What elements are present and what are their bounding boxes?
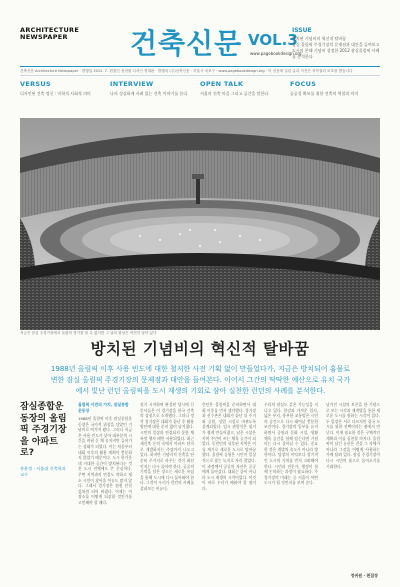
index-item-versus[interactable] bbox=[20, 80, 110, 106]
issue-box bbox=[292, 27, 382, 60]
index-text: 디자인된 건축 정신 : 미학적 사회적 의미 bbox=[20, 91, 91, 96]
index-label: INTERVIEW bbox=[110, 80, 154, 88]
article-sidebar bbox=[20, 402, 70, 572]
index-label: FOCUS bbox=[290, 80, 317, 88]
column-text: 런던은 올림픽을 준비하면서 대회 이후를 먼저 생각했다. 경기장과 선수촌은 대회가 끝난 뒤 주거와 공원, 상업 시설로 바뀌도록 설계되었다. 임시 관람석은 철거가 쉽게 만들어졌고, 남은 시설은 지역 주민이 쓰는 체육 공간이 되었다. 동런던의 낙후된 지역은 이를 계기로 새로운 도시로 탈바꿈했다. 올림픽 공원은 시민이 일상적으로 찾는 녹지로 자리 잡았다. 이 과정에서 공공의 자산은 공공에게 돌아갔다. 대회는 끝이 아니라 도시 재생의 시작이었다. 이것이 바로 우리가 배워야 할 점이다. bbox=[202, 402, 256, 491]
article-title: 잠실종합운동장의 올림픽 주경기장을 아파트로? bbox=[20, 402, 67, 458]
article-column-2 bbox=[140, 402, 194, 572]
column-text: 남겨진 시설의 보존을 한 기념으로 보는 시각과 재개발을 통한 새로운 도시를 원하는 시각이 있다. 두 입장은 서로 다르지만 결국 도시를 위한 선택이라는 점에서 만난다. 이제 필요한 것은 구체적인 계획과 이를 실천할 의지다. 올림픽이 남긴 유산은 건물 그 자체가 아니라 그것을 어떻게 사용하는가에 달려 있다. 잠실 주경기장이 다시 시민의 품으로 돌아오기를 기대한다. bbox=[326, 402, 380, 469]
publication-meta-bar: 건축신문 Architecture Newspaper · 발행일 2012. 7. 편집인 정귀원 디자인 정재완 · 발행처 (주)건축신문 · 서울시 마포구 · www.pagebookdesign.org · 이 신문에 실린 글과 사진은 저작권의 보호를 받습니다 bbox=[20, 66, 380, 76]
olympic-stadium-image bbox=[20, 118, 380, 330]
section-index bbox=[20, 80, 380, 106]
index-item-interview[interactable] bbox=[110, 80, 200, 106]
index-label: VERSUS bbox=[20, 80, 51, 88]
article-author: 홍윤정 · 서울대 건축학과 교수 bbox=[20, 465, 66, 477]
article-column-1 bbox=[78, 402, 132, 572]
issue-summary bbox=[292, 36, 382, 60]
main-headline: 방치된 기념비의 혁신적 탈바꿈 bbox=[90, 340, 310, 358]
volume-number: VOL.3 bbox=[248, 31, 298, 49]
issue-label: ISSUE bbox=[292, 27, 312, 34]
article-column-3 bbox=[202, 402, 256, 572]
article-body bbox=[20, 402, 380, 572]
index-text: 서울의 건축 마을 그리고 공간을 말한다 bbox=[200, 91, 269, 96]
column-subheading: 올림픽 이전의 가치, 잠실종합운동장 bbox=[78, 402, 129, 413]
column-text: 1988년 올림픽 이후 잠실종합운동장은 국가적 위상을 담았던 기념비로 여겨져 왔다. 그러나 지금은 사용 빈도가 낮아 대부분의 시간을 비워 둔 채 유지비만 들어가는 상태가 되었다. 이는 처음부터 대회 이후의 활용 계획이 충분하지 않았기 때문이다. 도시 한가운데 거대한 공간이 방치된다는 것은 도시 전체에도 큰 손실이다. 주변 지역과의 연결도 약하고 평소 시민이 찾아올 이유도 많지 않다. 그래서 경기장은 점점 닫힌 섬처럼 되어 버렸다. 이제는 이 장소를 어떻게 되살릴 것인가를 고민해야 할 때다. bbox=[78, 416, 132, 505]
issue-line: 방치된 기념비의 혁신적 탈바꿈 bbox=[292, 36, 347, 41]
issue-line: 도시의 본래 기념비 설정한 2012 잠실올림픽 사례를 분석한다 bbox=[292, 48, 380, 59]
website-url: www.pagebookdesign.org bbox=[250, 51, 302, 56]
column-text: 우리의 잠실도 같은 가능성을 지니고 있다. 한강과 가까운 입지, 넓은 부지, 풍부한 교통망은 시민의 공간으로 다시 태어날 충분한 조건이다. 경기장의 일부를 유지하면서 공원과 문화 시설, 생활 체육 공간을 함께 담는다면 기념비는 다시 살아날 수 있다. 중요한 것은 개발의 속도가 아니라 방향이다. 당장의 이익보다 장기적인 도시의 가치를 먼저 고려해야 한다. 시민과 전문가, 행정이 함께 논의하는 과정이 필요하다. 주경기장의 미래는 곧 서울이 어떤 도시가 될 것인지를 보여 준다. bbox=[264, 402, 318, 486]
index-text: 공공성 확보를 위한 건축의 역할과 의미 bbox=[290, 91, 359, 96]
newspaper-title: 건축신문 bbox=[130, 27, 243, 60]
english-line-2: NEWSPAPER bbox=[20, 33, 68, 41]
column-text: 짓기 시작하여 완성된 당시에 신문사들은 이 경기장을 한국 건축의 상징으로 소개했다. 그러나 정작 경기장은 대회가 끝난 후 활용 방안에 대한 준비 없이 남겨졌다. 시민의 일상과 연결되지 못한 채 특정 행사 때만 사용되었다. 최근 재건축 논의 속에서 아파트 단지로 개발하자는 주장까지 나오고 있다. 하지만 기념비적 건축을 단순히 주거지로 바꾸는 것이 최선인지는 다시 물어야 한다. 공공의 기억을 담은 장소는 새로운 쓰임을 통해 도시에 다시 돌아와야 한다. 그것이 우리가 런던의 사례를 살펴보는 이유다. bbox=[140, 402, 194, 491]
issue-line: 잠실 올림픽 주경기장의 문제점과 대안을 들여보고 bbox=[292, 42, 380, 47]
article-column-4 bbox=[264, 402, 318, 572]
index-label: OPEN TALK bbox=[200, 80, 244, 88]
lead-paragraph: 1988년 올림픽 이후 사용 빈도에 대한 철저한 사전 기획 없이 만들었다가, 지금은 방치되어 흉물로 변한 잠실 올림픽 주경기장의 문제점과 대안을 들여본다. 이어서 그간의 딱딱한 예산으로 유치 국가에서 빛난 런던 올림픽을 도시 재생의 기회로 삼아 실천한 런던의 사례를 분석한다. bbox=[50, 365, 351, 396]
english-line-1: ARCHITECTURE bbox=[20, 26, 80, 34]
article-column-5 bbox=[326, 402, 380, 572]
stadium-photo bbox=[20, 118, 380, 330]
index-item-open-talk[interactable] bbox=[200, 80, 290, 106]
english-masthead bbox=[20, 27, 79, 41]
index-item-focus[interactable] bbox=[290, 80, 380, 106]
photo-caption: 지금은 잠실 주경기장에서 올림픽 경기를 볼 수 없지만 그 날의 함성은 여전히 남아 있다 bbox=[20, 331, 157, 335]
editor-signature: 정귀원 · 편집장 bbox=[350, 573, 378, 578]
index-text: 나의 성실하게 사려 있는 건축 이야기를 듣다 bbox=[110, 91, 188, 96]
